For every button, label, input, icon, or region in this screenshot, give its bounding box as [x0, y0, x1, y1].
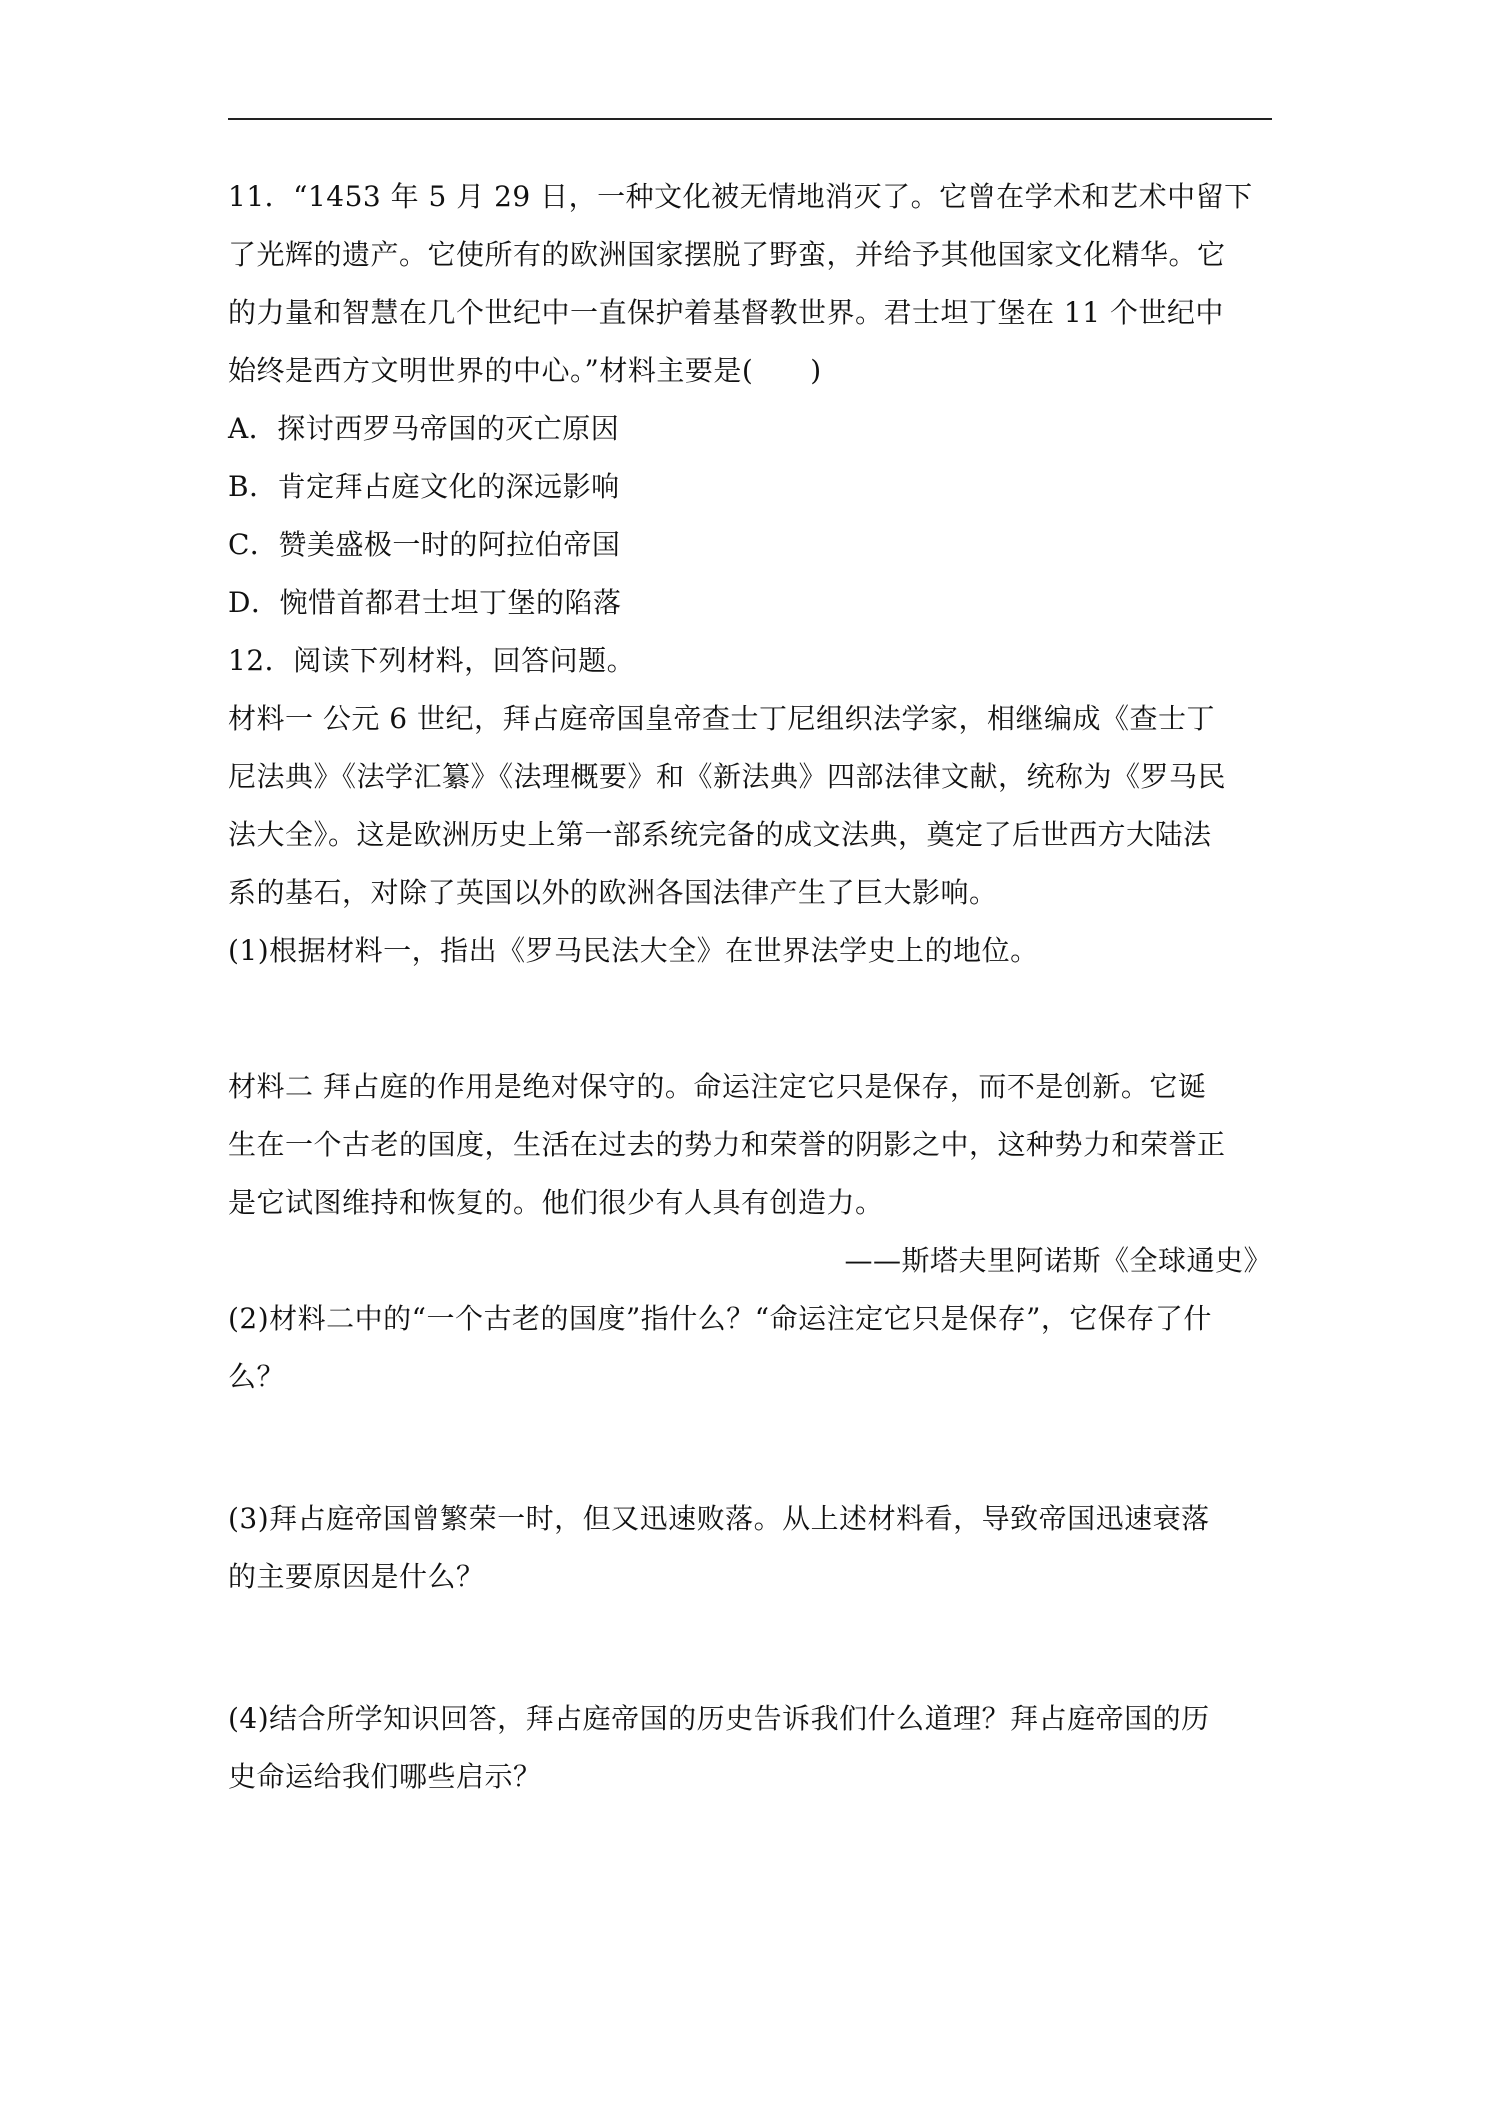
q11-stem-line: 11．“1453 年 5 月 29 日，一种文化被无情地消灭了。它曾在学术和艺术中留下: [228, 180, 1253, 213]
question-12: [228, 632, 1272, 1806]
q11-option-b: B．肯定拜占庭文化的深远影响: [228, 470, 620, 503]
material-2: [228, 1058, 1272, 1290]
question-content: [228, 168, 1272, 1806]
q11-stem-line: 了光辉的遗产。它使所有的欧洲国家摆脱了野蛮，并给予其他国家文化精华。它: [228, 238, 1226, 271]
sub-question-3-line: 的主要原因是什么？: [228, 1560, 485, 1593]
sub-question-2-line: (2)材料二中的“一个古老的国度”指什么？“命运注定它只是保存”，它保存了什: [228, 1302, 1212, 1335]
q11-option-d: D．惋惜首都君士坦丁堡的陷落: [228, 586, 622, 619]
sub-question-4-line: 史命运给我们哪些启示？: [228, 1760, 542, 1793]
sub-question-4-line: (4)结合所学知识回答，拜占庭帝国的历史告诉我们什么道理？拜占庭帝国的历: [228, 1702, 1210, 1735]
sub-question-3: [228, 1490, 1272, 1606]
sub-question-4: [228, 1690, 1272, 1806]
material-1-line: 系的基石，对除了英国以外的欧洲各国法律产生了巨大影响。: [228, 876, 998, 909]
material-1: [228, 690, 1272, 922]
answer-space-3: [228, 1606, 1272, 1690]
question-11: [228, 168, 1272, 632]
q11-option-a: A．探讨西罗马帝国的灭亡原因: [228, 412, 620, 445]
q11-option-c: C．赞美盛极一时的阿拉伯帝国: [228, 528, 621, 561]
sub-question-2-line: 么？: [228, 1360, 286, 1393]
material-2-line: 生在一个古老的国度，生活在过去的势力和荣誉的阴影之中，这种势力和荣誉正: [228, 1128, 1226, 1161]
answer-space-2: [228, 1406, 1272, 1490]
material-2-source: ——斯塔夫里阿诺斯《全球通史》: [844, 1244, 1272, 1277]
answer-space-1: [228, 980, 1272, 1058]
sub-question-2: [228, 1290, 1272, 1406]
header-rule: [228, 118, 1272, 120]
material-2-line: 材料二 拜占庭的作用是绝对保守的。命运注定它只是保存，而不是创新。它诞: [228, 1070, 1207, 1103]
sub-question-3-line: (3)拜占庭帝国曾繁荣一时，但又迅速败落。从上述材料看，导致帝国迅速衰落: [228, 1502, 1210, 1535]
material-1-line: 法大全》。这是欧洲历史上第一部系统完备的成文法典，奠定了后世西方大陆法: [228, 818, 1212, 851]
sub-question-1: (1)根据材料一，指出《罗马民法大全》在世界法学史上的地位。: [228, 934, 1039, 967]
material-2-line: 是它试图维持和恢复的。他们很少有人具有创造力。: [228, 1186, 884, 1219]
material-1-line: 尼法典》《法学汇纂》《法理概要》和《新法典》四部法律文献，统称为《罗马民: [228, 760, 1227, 793]
material-1-line: 材料一 公元 6 世纪，拜占庭帝国皇帝查士丁尼组织法学家，相继编成《查士丁: [228, 702, 1216, 735]
q12-stem: 12．阅读下列材料，回答问题。: [228, 644, 636, 677]
q11-stem-line: 的力量和智慧在几个世纪中一直保护着基督教世界。君士坦丁堡在 11 个世纪中: [228, 296, 1224, 329]
q11-stem-line: 始终是西方文明世界的中心。”材料主要是( ): [228, 354, 822, 387]
